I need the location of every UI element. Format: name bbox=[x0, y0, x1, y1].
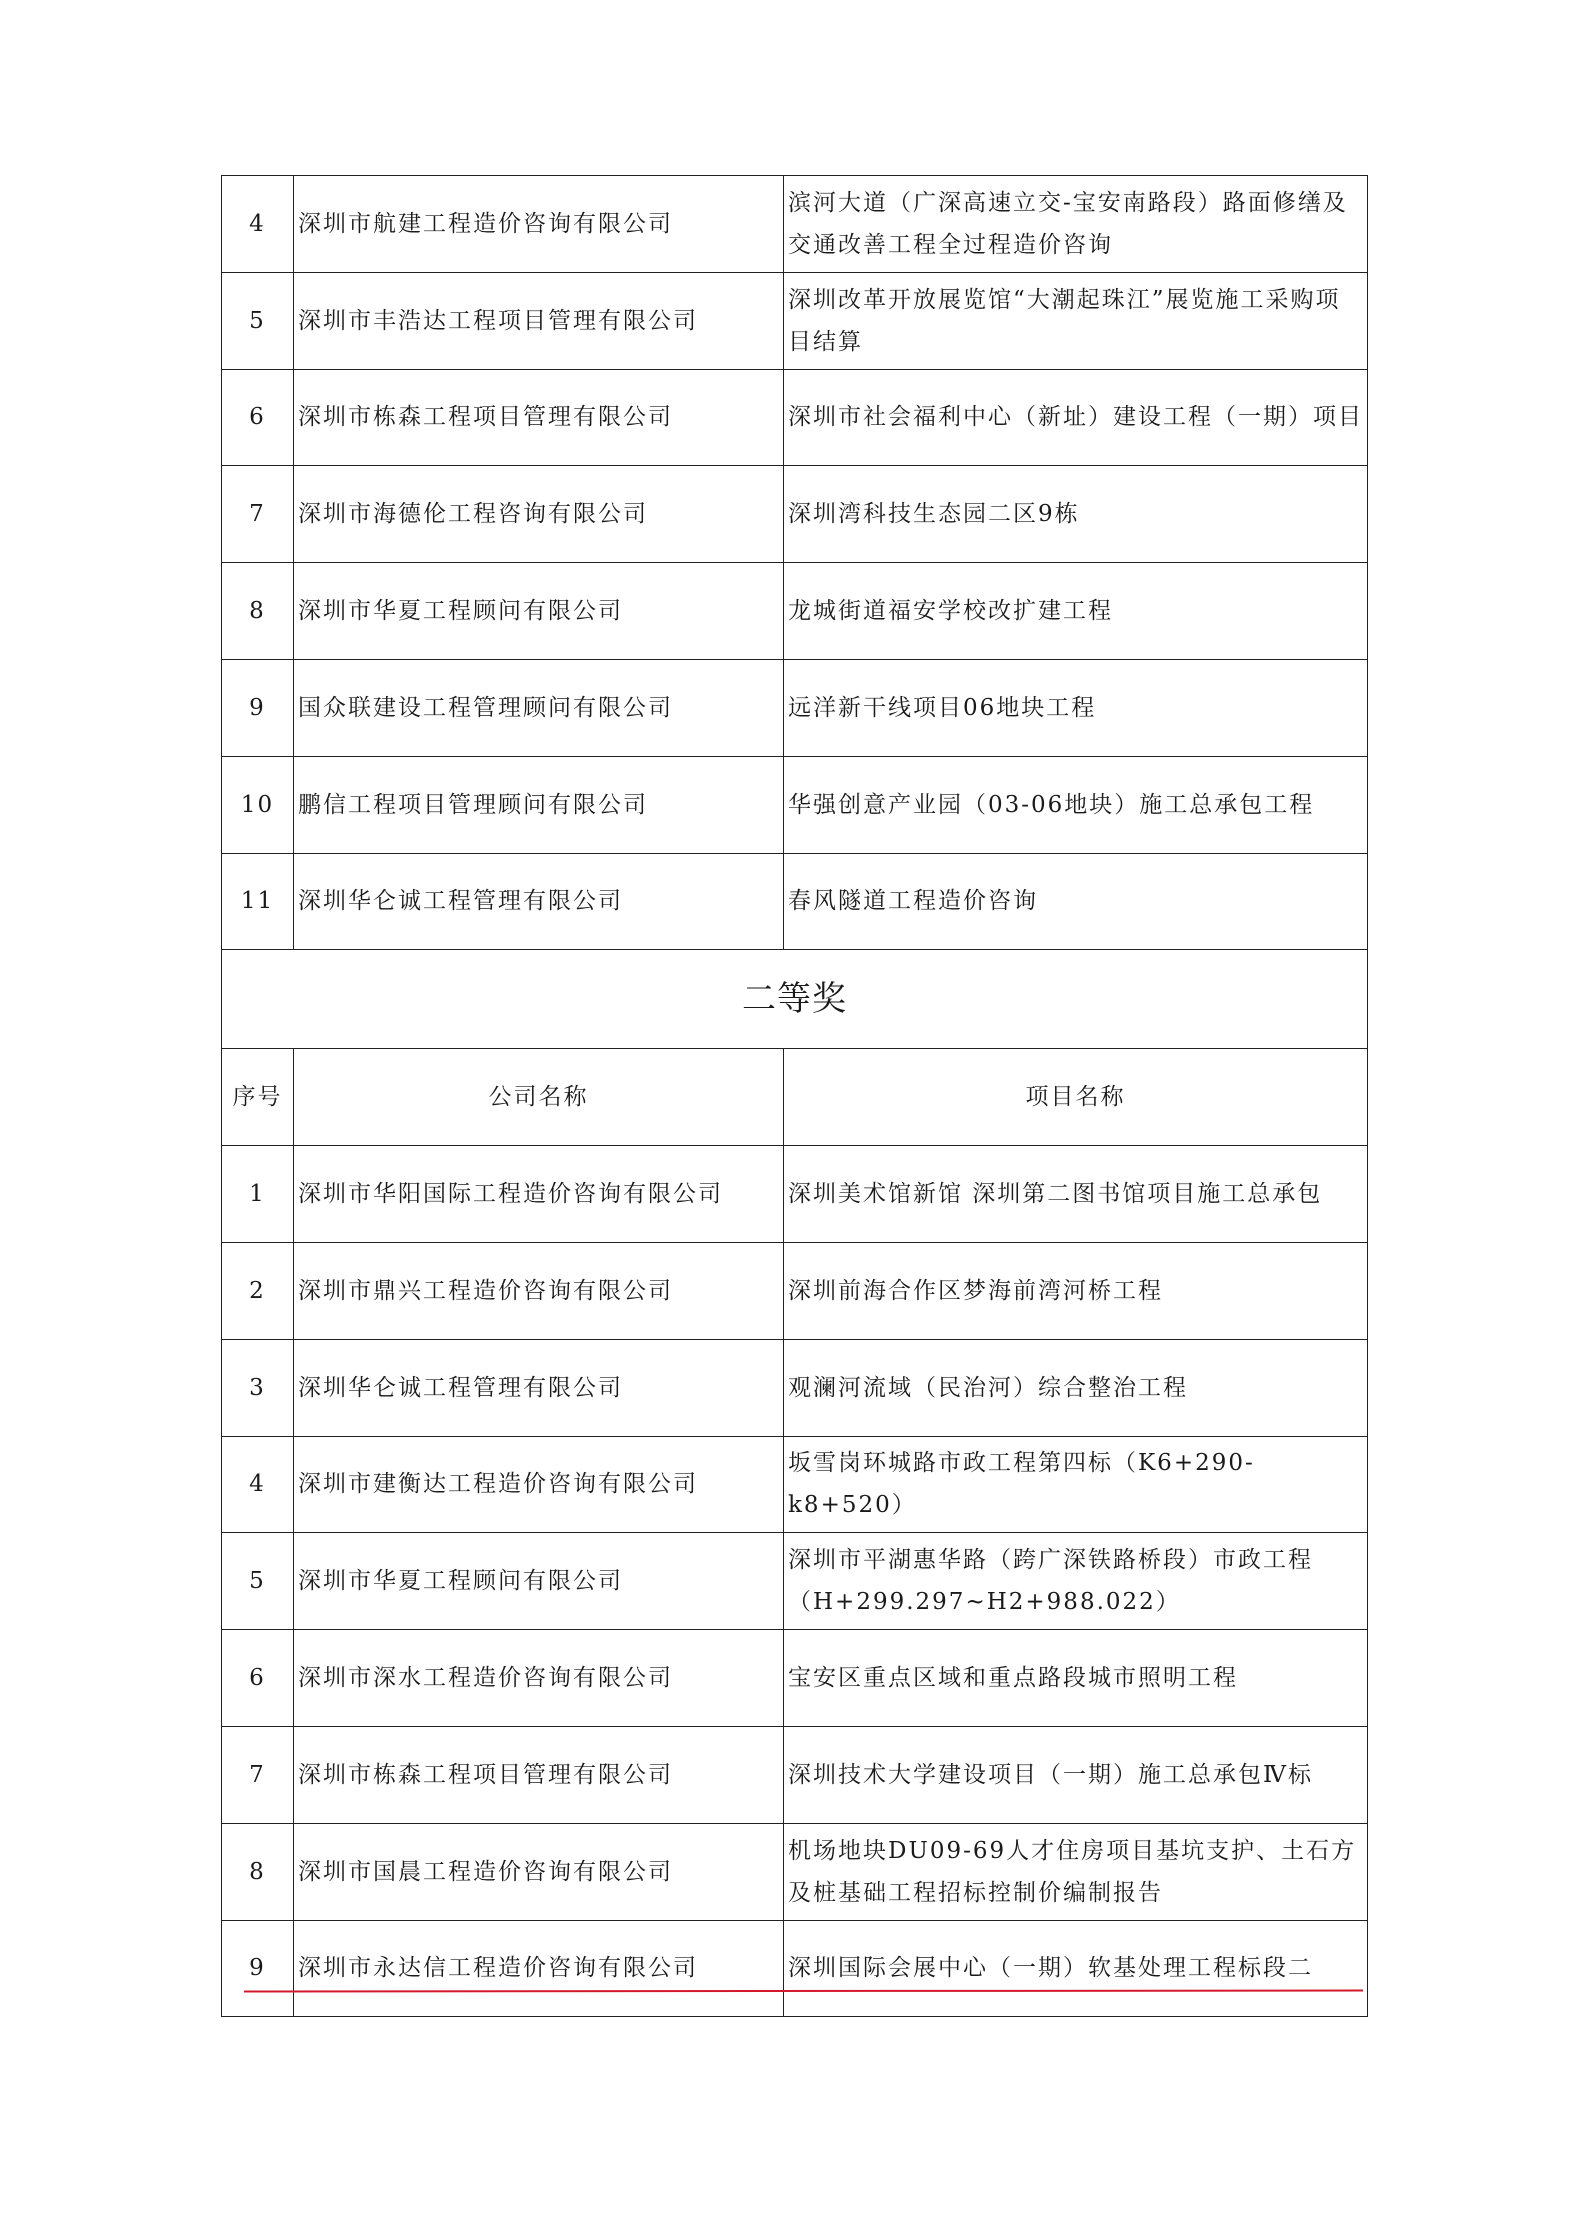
project-name: 深圳美术馆新馆 深圳第二图书馆项目施工总承包 bbox=[784, 1146, 1368, 1243]
project-name: 观澜河流域（民治河）综合整治工程 bbox=[784, 1339, 1368, 1436]
company-name: 深圳市华阳国际工程造价咨询有限公司 bbox=[294, 1146, 784, 1243]
company-name: 深圳市华夏工程顾问有限公司 bbox=[294, 563, 784, 660]
project-name: 机场地块DU09-69人才住房项目基坑支护、土石方及桩基础工程招标控制价编制报告 bbox=[784, 1823, 1368, 1920]
company-name: 深圳市建衡达工程造价咨询有限公司 bbox=[294, 1436, 784, 1533]
company-name: 国众联建设工程管理顾问有限公司 bbox=[294, 659, 784, 756]
company-name: 深圳市国晨工程造价咨询有限公司 bbox=[294, 1823, 784, 1920]
company-name: 深圳市深水工程造价咨询有限公司 bbox=[294, 1630, 784, 1727]
row-number: 4 bbox=[222, 176, 294, 273]
project-name: 深圳技术大学建设项目（一期）施工总承包Ⅳ标 bbox=[784, 1726, 1368, 1823]
row-number: 11 bbox=[222, 853, 294, 950]
company-name: 深圳市航建工程造价咨询有限公司 bbox=[294, 176, 784, 273]
table-row bbox=[222, 853, 1368, 950]
table-row bbox=[222, 1726, 1368, 1823]
company-name: 深圳市永达信工程造价咨询有限公司 bbox=[294, 1920, 784, 2017]
table-row bbox=[222, 1920, 1368, 2017]
project-name: 远洋新干线项目06地块工程 bbox=[784, 659, 1368, 756]
row-number: 7 bbox=[222, 1726, 294, 1823]
company-name: 深圳市海德伦工程咨询有限公司 bbox=[294, 466, 784, 563]
row-number: 5 bbox=[222, 1533, 294, 1630]
table-row bbox=[222, 659, 1368, 756]
row-number: 5 bbox=[222, 272, 294, 369]
table-row bbox=[222, 1823, 1368, 1920]
table-row bbox=[222, 1242, 1368, 1339]
company-name: 深圳华仑诚工程管理有限公司 bbox=[294, 1339, 784, 1436]
table-row bbox=[222, 1146, 1368, 1243]
table-row bbox=[222, 1436, 1368, 1533]
table-row bbox=[222, 1339, 1368, 1436]
row-number: 9 bbox=[222, 659, 294, 756]
table-row bbox=[222, 369, 1368, 466]
header-row bbox=[222, 1049, 1368, 1146]
project-name: 宝安区重点区域和重点路段城市照明工程 bbox=[784, 1630, 1368, 1727]
company-name: 深圳市丰浩达工程项目管理有限公司 bbox=[294, 272, 784, 369]
company-name: 深圳市栋森工程项目管理有限公司 bbox=[294, 1726, 784, 1823]
project-name: 深圳市社会福利中心（新址）建设工程（一期）项目 bbox=[784, 369, 1368, 466]
project-name: 深圳市平湖惠华路（跨广深铁路桥段）市政工程（H+299.297~H2+988.022） bbox=[784, 1533, 1368, 1630]
row-number: 8 bbox=[222, 563, 294, 660]
project-name: 春风隧道工程造价咨询 bbox=[784, 853, 1368, 950]
header-project: 项目名称 bbox=[784, 1049, 1368, 1146]
company-name: 鹏信工程项目管理顾问有限公司 bbox=[294, 756, 784, 853]
awards-table bbox=[221, 175, 1368, 2017]
project-name: 龙城街道福安学校改扩建工程 bbox=[784, 563, 1368, 660]
row-number: 8 bbox=[222, 1823, 294, 1920]
header-number: 序号 bbox=[222, 1049, 294, 1146]
project-name: 坂雪岗环城路市政工程第四标（K6+290-k8+520） bbox=[784, 1436, 1368, 1533]
row-number: 6 bbox=[222, 1630, 294, 1727]
header-company: 公司名称 bbox=[294, 1049, 784, 1146]
table-row bbox=[222, 176, 1368, 273]
project-name: 深圳改革开放展览馆“大潮起珠江”展览施工采购项目结算 bbox=[784, 272, 1368, 369]
table-row bbox=[222, 466, 1368, 563]
row-number: 6 bbox=[222, 369, 294, 466]
company-name: 深圳市华夏工程顾问有限公司 bbox=[294, 1533, 784, 1630]
row-number: 1 bbox=[222, 1146, 294, 1243]
company-name: 深圳华仑诚工程管理有限公司 bbox=[294, 853, 784, 950]
row-number: 3 bbox=[222, 1339, 294, 1436]
table-row bbox=[222, 1630, 1368, 1727]
row-number: 9 bbox=[222, 1920, 294, 2017]
company-name: 深圳市栋森工程项目管理有限公司 bbox=[294, 369, 784, 466]
table-row bbox=[222, 272, 1368, 369]
project-name: 深圳前海合作区梦海前湾河桥工程 bbox=[784, 1242, 1368, 1339]
project-name: 深圳湾科技生态园二区9栋 bbox=[784, 466, 1368, 563]
row-number: 2 bbox=[222, 1242, 294, 1339]
project-name: 滨河大道（广深高速立交-宝安南路段）路面修缮及交通改善工程全过程造价咨询 bbox=[784, 176, 1368, 273]
project-name: 深圳国际会展中心（一期）软基处理工程标段二 bbox=[784, 1920, 1368, 2017]
table-row bbox=[222, 563, 1368, 660]
table-row bbox=[222, 756, 1368, 853]
row-number: 10 bbox=[222, 756, 294, 853]
row-number: 7 bbox=[222, 466, 294, 563]
table-row bbox=[222, 1533, 1368, 1630]
project-name: 华强创意产业园（03-06地块）施工总承包工程 bbox=[784, 756, 1368, 853]
second-prize-title: 二等奖 bbox=[222, 950, 1368, 1049]
row-number: 4 bbox=[222, 1436, 294, 1533]
company-name: 深圳市鼎兴工程造价咨询有限公司 bbox=[294, 1242, 784, 1339]
section-title-row bbox=[222, 950, 1368, 1049]
